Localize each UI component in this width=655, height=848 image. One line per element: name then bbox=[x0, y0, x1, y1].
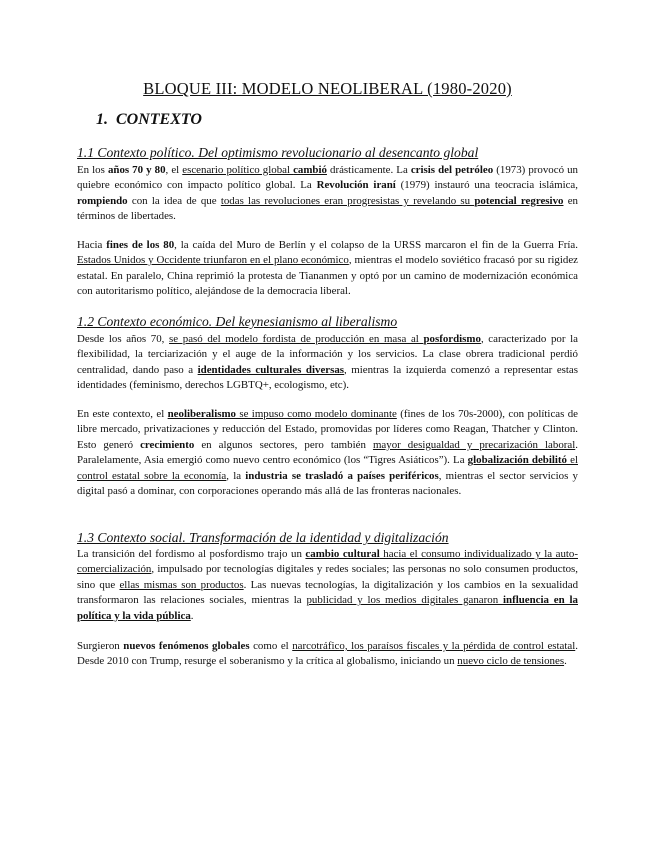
underlined-run: narcotráfico, los paraísos fiscales y la pérdida de control estatal bbox=[292, 640, 576, 652]
paragraph-politico-2 bbox=[77, 238, 578, 300]
bold-run: años 70 y 80 bbox=[107, 164, 166, 176]
text-run: en algunos sectores, pero también bbox=[194, 438, 373, 451]
text-run: , el bbox=[165, 164, 183, 176]
paragraph-economico-1 bbox=[77, 332, 578, 394]
text-run: , impulsado por tecnologías digitales y redes sociales; las personas no solo consumen productos, sino que bbox=[77, 563, 578, 591]
paragraph-social-1 bbox=[77, 547, 578, 624]
text-run: con la idea de que bbox=[127, 194, 221, 207]
text-run: en términos de libertades. bbox=[77, 194, 578, 223]
bold-run: rompiendo bbox=[77, 194, 128, 207]
text-run: Hacia bbox=[77, 239, 107, 251]
text-run: , la bbox=[226, 469, 246, 482]
text-run: (fines de los 70s-2000), con políticas de libre mercado, privatizaciones y reducción del Estado, promovidas por líderes como Reagan, Thatcher y Clinton. Esto generó bbox=[77, 408, 578, 451]
text-run: . Paralelamente, Asia emergió como nuevo centro económico (los “Tigres Asiáticos”). La bbox=[77, 438, 578, 467]
underlined-run: nuevo ciclo de tensiones bbox=[457, 655, 565, 668]
bold-run: industria se trasladó a países periféricos bbox=[245, 469, 439, 482]
bold-run: crecimiento bbox=[140, 438, 195, 451]
subheading-contexto-politico: 1.1 Contexto político. Del optimismo revolucionario al desencanto global bbox=[77, 145, 479, 160]
underlined-run: se pasó del modelo fordista de producción en masa al bbox=[169, 333, 424, 345]
bold-underlined-run: influencia en la política y la vida pública bbox=[77, 594, 578, 622]
text-run: como el bbox=[249, 640, 293, 652]
underlined-run: el control estatal sobre la economía bbox=[77, 454, 578, 482]
text-run: Desde los años 70, bbox=[77, 333, 170, 345]
bold-run: crisis del petróleo bbox=[410, 164, 494, 176]
text-run: , la caída del Muro de Berlín y el colapso de la URSS marcaron el fin de la Guerra Fría. bbox=[174, 239, 578, 251]
text-run: En los bbox=[77, 164, 108, 176]
text-run: . bbox=[190, 609, 194, 622]
bold-underlined-run: identidades culturales diversas bbox=[197, 363, 345, 376]
underlined-run: todas las revoluciones eran progresistas y revelando su bbox=[220, 194, 475, 207]
text-run: . Desde 2010 con Trump, resurge el soberanismo y la crítica al globalismo, iniciando un bbox=[77, 640, 578, 668]
text-run: , mientras la izquierda comenzó a representar estas identidades (feminismo, derechos LGBTQ+, ecologismo, etc). bbox=[77, 363, 578, 392]
underlined-run: se impuso como modelo dominante bbox=[235, 408, 397, 420]
text-run: drásticamente. La bbox=[326, 164, 411, 176]
underlined-run: Estados Unidos y Occidente triunfaron en el plano económico bbox=[77, 254, 349, 267]
text-run: . bbox=[564, 655, 567, 668]
text-run: . Las nuevas tecnologías, la digitalización y los cambios en la sexualidad transformaron las relaciones sociales, mientras la bbox=[77, 578, 579, 607]
underlined-run: escenario político global bbox=[182, 164, 294, 176]
text-run: Surgieron bbox=[77, 640, 124, 652]
page-title: BLOQUE III: MODELO NEOLIBERAL (1980-2020) bbox=[143, 79, 512, 98]
text-run: (1979) instauró una teocracia islámica, bbox=[395, 179, 578, 192]
text-run: En este contexto, el bbox=[77, 408, 168, 420]
bold-underlined-run: neoliberalismo bbox=[167, 408, 236, 420]
underlined-run: publicidad y los medios digitales ganaron bbox=[306, 594, 503, 607]
paragraph-politico-1 bbox=[77, 163, 578, 225]
text-run: (1973) provocó un quiebre económico con impacto político global. La bbox=[77, 164, 578, 192]
underlined-run: ellas mismas son productos bbox=[119, 578, 244, 591]
subheading-contexto-social: 1.3 Contexto social. Transformación de la identidad y digitalización bbox=[77, 530, 449, 545]
text-run: , mientras el sector servicios y digital pasó a dominar, con corporaciones operando más allá de las fronteras nacionales. bbox=[77, 469, 579, 498]
bold-underlined-run: potencial regresivo bbox=[474, 194, 564, 207]
bold-underlined-run: cambio cultural bbox=[305, 548, 380, 560]
section-number: 1. bbox=[96, 111, 108, 128]
bold-run: nuevos fenómenos globales bbox=[123, 640, 250, 652]
paragraph-social-2 bbox=[77, 639, 578, 670]
bold-run: Revolución iraní bbox=[316, 179, 396, 192]
bold-underlined-run: posfordismo bbox=[423, 333, 481, 345]
underlined-run: mayor desigualdad y precarización laboral bbox=[372, 438, 576, 451]
underlined-run: hacia el consumo individualizado y la auto-comercialización bbox=[77, 548, 578, 576]
subheading-contexto-economico: 1.2 Contexto económico. Del keynesianismo al liberalismo bbox=[77, 314, 398, 329]
section-heading-contexto bbox=[96, 111, 202, 129]
bold-run: fines de los 80 bbox=[106, 239, 175, 251]
text-run: La transición del fordismo al posfordismo trajo un bbox=[77, 548, 306, 560]
bold-underlined-run: globalización debilitó bbox=[467, 454, 567, 467]
text-run: , mientras el modelo soviético fracasó por su rigidez estatal. En paralelo, China reprimió la protesta de Tiananmen y optó por un camino de modernización económica con autoritarismo político, alejándose de la democracia liberal. bbox=[77, 254, 578, 298]
text-run: , caracterizado por la flexibilidad, la terciarización y el auge de la información y los servicios. La clase obrera tradicional perdió centralidad, dando paso a bbox=[77, 333, 578, 376]
bold-underlined-run: cambió bbox=[293, 164, 327, 176]
section-label: CONTEXTO bbox=[116, 111, 202, 128]
paragraph-economico-2 bbox=[77, 407, 578, 499]
